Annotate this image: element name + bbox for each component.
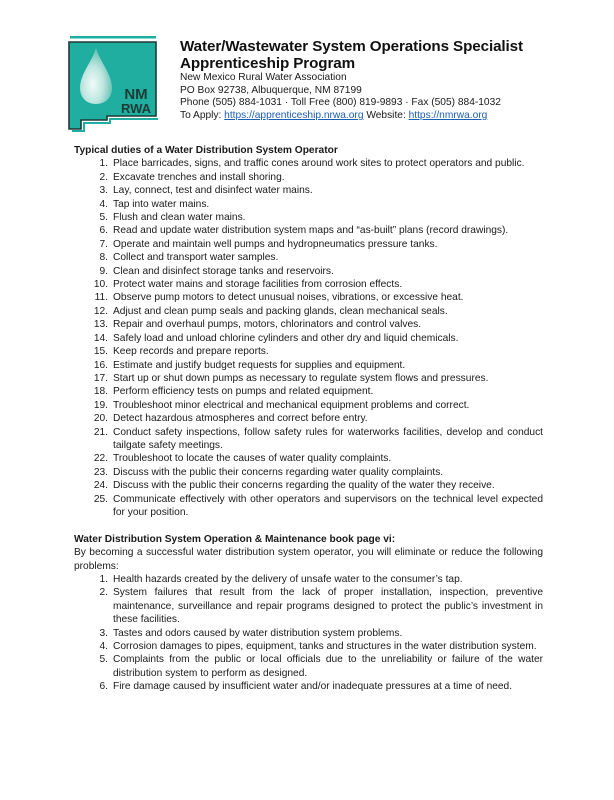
duty-item: 17. Start up or shut down pumps as necessary to regulate system flows and pressures.	[93, 372, 489, 384]
duty-item: 25. Communicate effectively with other operators and supervisors on the technical level expected for your position.	[93, 493, 543, 518]
duties-list	[74, 157, 543, 519]
duty-item: 2. Excavate trenches and install shoring.	[99, 171, 285, 183]
book-heading: Water Distribution System Operation & Maintenance book page vi:	[74, 533, 396, 545]
duty-item: 7. Operate and maintain well pumps and hydropneumatics pressure tanks.	[99, 238, 438, 250]
nmrwa-logo	[66, 36, 166, 132]
duty-item: 15. Keep records and prepare reports.	[93, 346, 269, 358]
duty-item: 18. Perform efficiency tests on pumps and related equipment.	[93, 386, 374, 398]
apply-label: To Apply:	[180, 110, 225, 122]
section-spacer	[74, 519, 543, 532]
duty-item: 23. Discuss with the public their concerns regarding water quality complaints.	[93, 466, 444, 478]
duty-item: 11. Observe pump motors to detect unusual noises, vibrations, or excessive heat.	[94, 292, 464, 304]
duty-item: 21. Conduct safety inspections, follow safety rules for waterworks facilities, develop and conduct tailgate safety meetings.	[93, 426, 543, 451]
website-label: Website:	[366, 110, 409, 122]
duty-item: 5. Flush and clean water mains.	[99, 212, 246, 224]
duty-item: 20. Detect hazardous atmospheres and correct before entry.	[93, 413, 368, 425]
duty-item: 14. Safely load and unload chlorine cylinders and other dry and liquid chemicals.	[93, 332, 459, 344]
duty-item: 9. Clean and disinfect storage tanks and reservoirs.	[99, 265, 334, 277]
duty-item: 19. Troubleshoot minor electrical and mechanical equipment problems and correct.	[93, 399, 470, 411]
duty-item: 10. Protect water mains and storage facilities from corrosion effects.	[93, 279, 403, 291]
duty-item: 16. Estimate and justify budget requests for supplies and equipment.	[93, 359, 406, 371]
problem-item: 3. Tastes and odors caused by water distribution system problems.	[99, 627, 403, 639]
apply-link[interactable]: https://apprenticeship.nrwa.org	[224, 110, 364, 122]
duty-item: 8. Collect and transport water samples.	[99, 252, 279, 264]
links-line	[180, 110, 560, 123]
new-mexico-water-drop-icon	[66, 36, 166, 132]
program-title-line2: Apprenticeship Program	[180, 55, 356, 72]
svg-text:NM: NM	[124, 86, 148, 103]
problem-item: 4. Corrosion damages to pipes, equipment, tanks and structures in the water distribution system.	[99, 641, 537, 653]
duty-item: 12. Adjust and clean pump seals and packing glands, clean mechanical seals.	[93, 305, 448, 317]
problem-item: 5. Complaints from the public or local officials due to the unreliability or failure of the water distribution system to perform as designed.	[99, 654, 543, 679]
duty-item: 3. Lay, connect, test and disinfect water mains.	[99, 185, 313, 197]
duties-heading: Typical duties of a Water Distribution System Operator	[74, 145, 338, 156]
contact-phone-line: Phone (505) 884-1031 · Toll Free (800) 819-9893 · Fax (505) 884-1032	[180, 97, 501, 109]
duty-item: 22. Troubleshoot to locate the causes of water quality complaints.	[93, 453, 392, 465]
document-body	[74, 144, 543, 694]
book-intro: By becoming a successful water distribution system operator, you will eliminate or reduce the following problems:	[74, 547, 543, 572]
duty-item: 1. Place barricades, signs, and traffic cones around work sites to protect operators and public.	[99, 158, 525, 170]
duty-item: 4. Tap into water mains.	[99, 198, 210, 210]
letterhead	[180, 38, 560, 123]
problem-item: 2. System failures that result from the lack of proper installation, inspection, preventive maintenance, surveillance and repair programs designed to protect the public’s investment in these facilities.	[99, 587, 543, 626]
mailing-address: PO Box 92738, Albuquerque, NM 87199	[180, 84, 362, 96]
problems-list	[74, 573, 543, 694]
organization-name: New Mexico Rural Water Association	[180, 72, 347, 83]
duty-item: 6. Read and update water distribution system maps and “as-built” plans (record drawings).	[99, 225, 509, 237]
website-link[interactable]: https://nmrwa.org	[408, 110, 488, 122]
duty-item: 13. Repair and overhaul pumps, motors, chlorinators and control valves.	[93, 319, 422, 331]
problem-item: 1. Health hazards created by the delivery of unsafe water to the consumer’s tap.	[99, 573, 463, 585]
svg-text:RWA: RWA	[120, 101, 152, 116]
duty-item: 24. Discuss with the public their concerns regarding the quality of the water they receive.	[93, 480, 495, 492]
program-title-line1: Water/Wastewater System Operations Specialist	[180, 38, 523, 55]
problem-item: 6. Fire damage caused by insufficient water and/or inadequate pressures at a time of need.	[99, 681, 513, 693]
